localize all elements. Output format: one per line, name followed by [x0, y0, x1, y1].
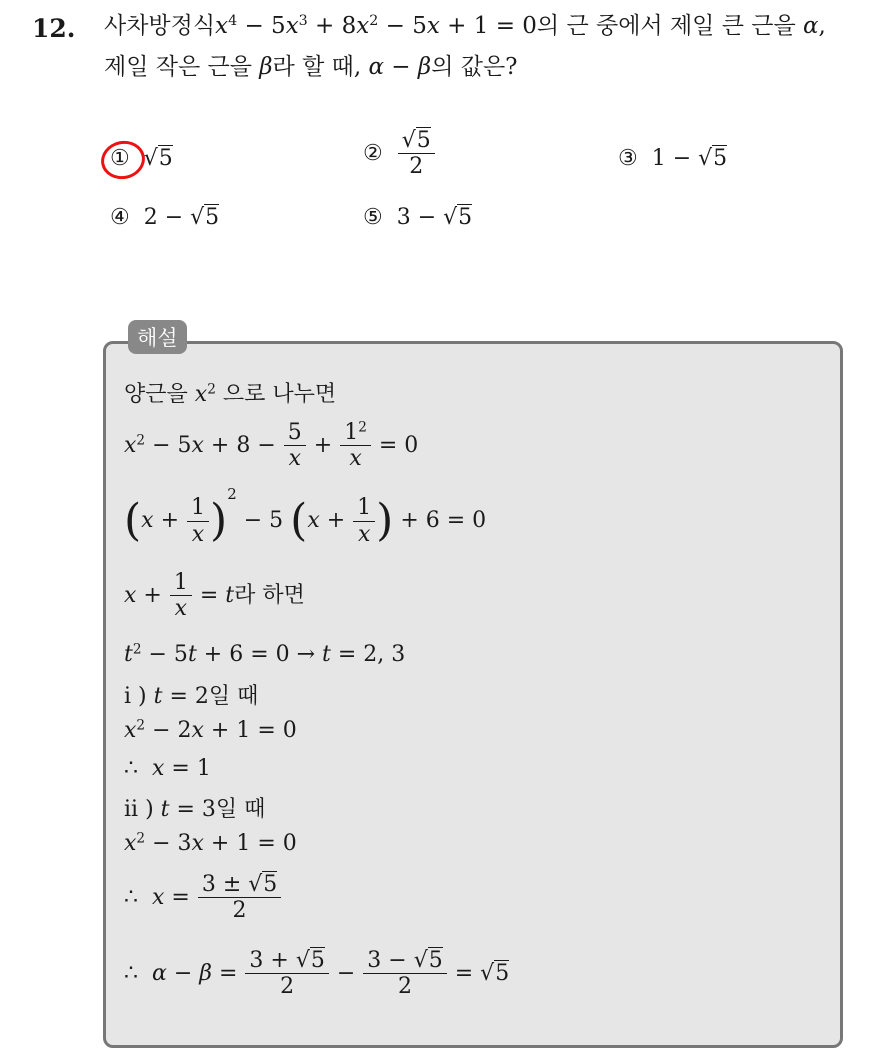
solution-case-2: ii ) t = 3일 때: [124, 797, 266, 822]
question-text: 사차방정식: [104, 13, 216, 39]
equation: $x^4 - 5x^3 + 8x^2 - 5x + 1 = 0$: [215, 13, 537, 39]
solution-line-8: $x^2 - 3x + 1 = 0$: [124, 830, 297, 856]
choice-1[interactable]: ① √5: [110, 146, 173, 171]
choice-3[interactable]: ③ 1 − √5: [618, 146, 728, 171]
choice-number-4: ④: [110, 205, 130, 230]
solution-line-6: $x^2 - 2x + 1 = 0$: [124, 717, 297, 743]
choice-number-2: ②: [363, 140, 383, 166]
question-text: 제일 작은 근을: [104, 54, 252, 80]
solution-tag: 해설: [128, 320, 187, 354]
question-number: 12.: [32, 14, 76, 43]
solution-case-1: i ) t = 2일 때: [124, 684, 259, 709]
solution-line-5: $t^2 - 5t + 6 = 0 \to t = 2$, 3: [124, 641, 406, 667]
choice-5[interactable]: ⑤ 3 − √5: [363, 205, 473, 230]
question-line-2: 제일 작은 근을 β라 할 때, α − β의 값은?: [104, 54, 518, 80]
solution-line-3: (x + $\frac{1}{x}$ )$^2$ − 5 (x + $\frac{1}{x}$ ) + 6 = 0: [124, 485, 487, 547]
choice-number-3: ③: [618, 146, 638, 171]
question-text: 라 할 때,: [272, 54, 362, 80]
solution-line-2: $x^2 - 5x + 8$ − $\frac{5}{x}$ + $\frac{1^2}{x}$ = 0: [124, 419, 419, 472]
question-text: 의 근 중에서 제일 큰 근을: [536, 13, 796, 39]
choice-number-1: ①: [110, 146, 130, 171]
choice-number-5: ⑤: [363, 205, 383, 230]
solution-line-7: ∴ x = 1: [124, 756, 211, 781]
choice-2[interactable]: ② $\frac{√5}{2}$: [363, 128, 436, 180]
question-text: 의 값은?: [431, 54, 518, 80]
solution-line-1: 양근을 $x^2$ 으로 나누면: [124, 381, 337, 407]
solution-line-10: ∴ α − β = $\frac{3 + √5}{2}$ − $\frac{3 - √5}{2}$ = √5: [124, 948, 510, 1000]
solution-line-4: x + $\frac{1}{x}$ = t라 하면: [124, 570, 305, 622]
solution-line-9: ∴ x = $\frac{3 \pm √5}{2}$: [124, 872, 282, 924]
question-line-1: 사차방정식$x^4 - 5x^3 + 8x^2 - 5x + 1 = 0$의 근 중에서 제일 큰 근을 α,: [104, 13, 826, 39]
choice-4[interactable]: ④ 2 − √5: [110, 205, 220, 230]
sqrt-symbol: √: [143, 146, 158, 171]
